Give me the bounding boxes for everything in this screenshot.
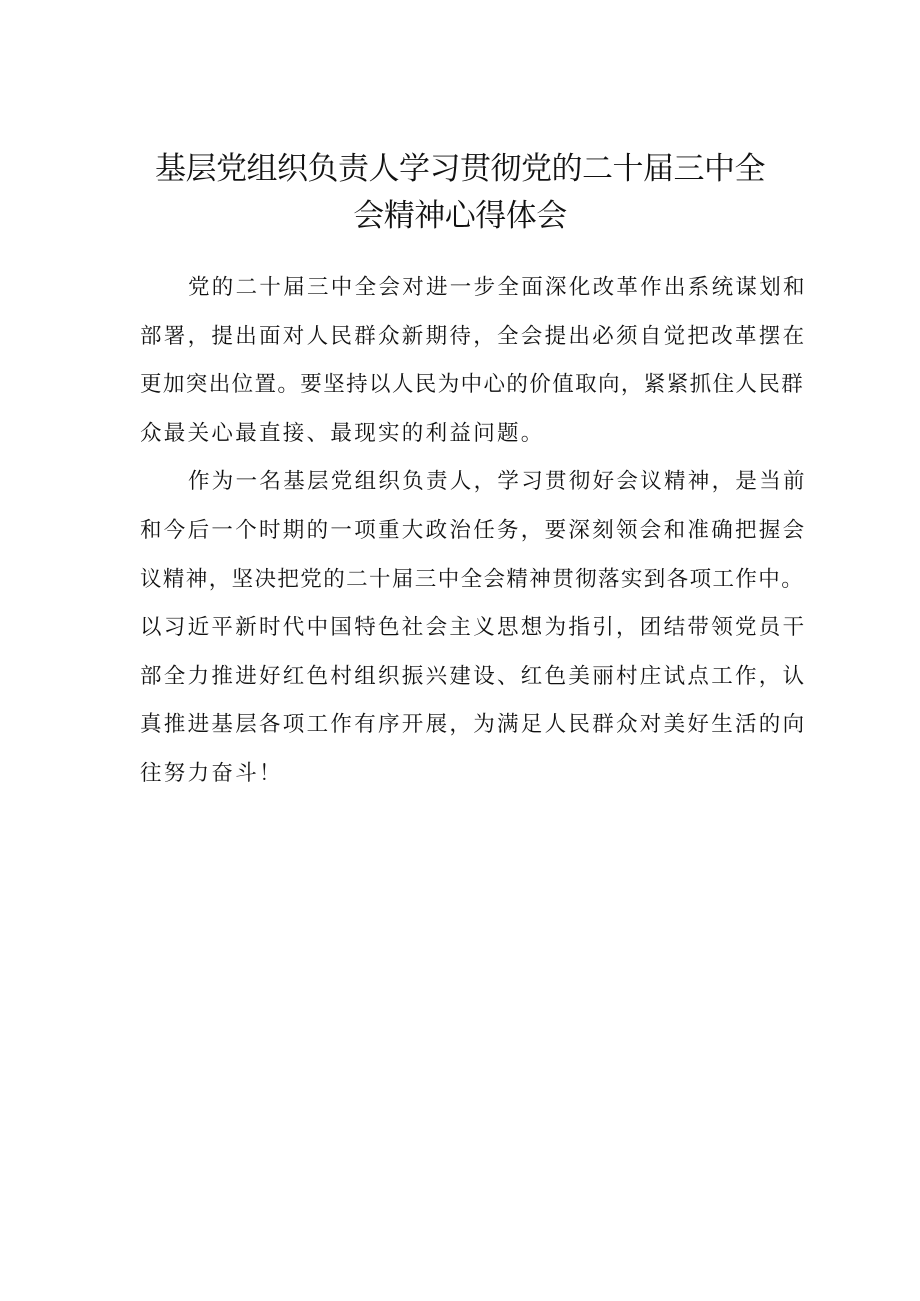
paragraph-2-line-7: 往努力奋斗！ (140, 760, 283, 786)
paragraph-1 (140, 264, 807, 458)
paragraph-1-line-4: 众最关心最直接、最现实的利益问题。 (140, 420, 545, 446)
title-line-1: 基层党组织负责人学习贯彻党的二十届三中全 (155, 151, 765, 187)
paragraph-2 (140, 458, 807, 798)
paragraph-2-line-4: 以习近平新时代中国特色社会主义思想为指引，团结带领党员干 (140, 615, 807, 641)
paragraph-2-line-5: 部全力推进好红色村组织振兴建设、红色美丽村庄试点工作，认 (140, 663, 807, 689)
paragraph-2-line-3: 议精神，坚决把党的二十届三中全会精神贯彻落实到各项工作中。 (140, 566, 805, 592)
paragraph-1-line-3: 更加突出位置。要坚持以人民为中心的价值取向，紧紧抓住人民群 (140, 372, 805, 398)
document-title (140, 146, 780, 240)
paragraph-1-line-1: 党的二十届三中全会对进一步全面深化改革作出系统谋划和 (188, 275, 807, 300)
paragraph-2-line-6: 真推进基层各项工作有序开展，为满足人民群众对美好生活的向 (140, 712, 807, 738)
paragraph-2-line-1: 作为一名基层党组织负责人，学习贯彻好会议精神，是当前 (188, 469, 807, 495)
title-line-2: 会精神心得体会 (353, 198, 567, 234)
paragraph-1-line-2: 部署，提出面对人民群众新期待，全会提出必须自觉把改革摆在 (140, 323, 807, 349)
document-body (140, 264, 807, 799)
paragraph-2-line-2: 和今后一个时期的一项重大政治任务，要深刻领会和准确把握会 (140, 517, 807, 543)
